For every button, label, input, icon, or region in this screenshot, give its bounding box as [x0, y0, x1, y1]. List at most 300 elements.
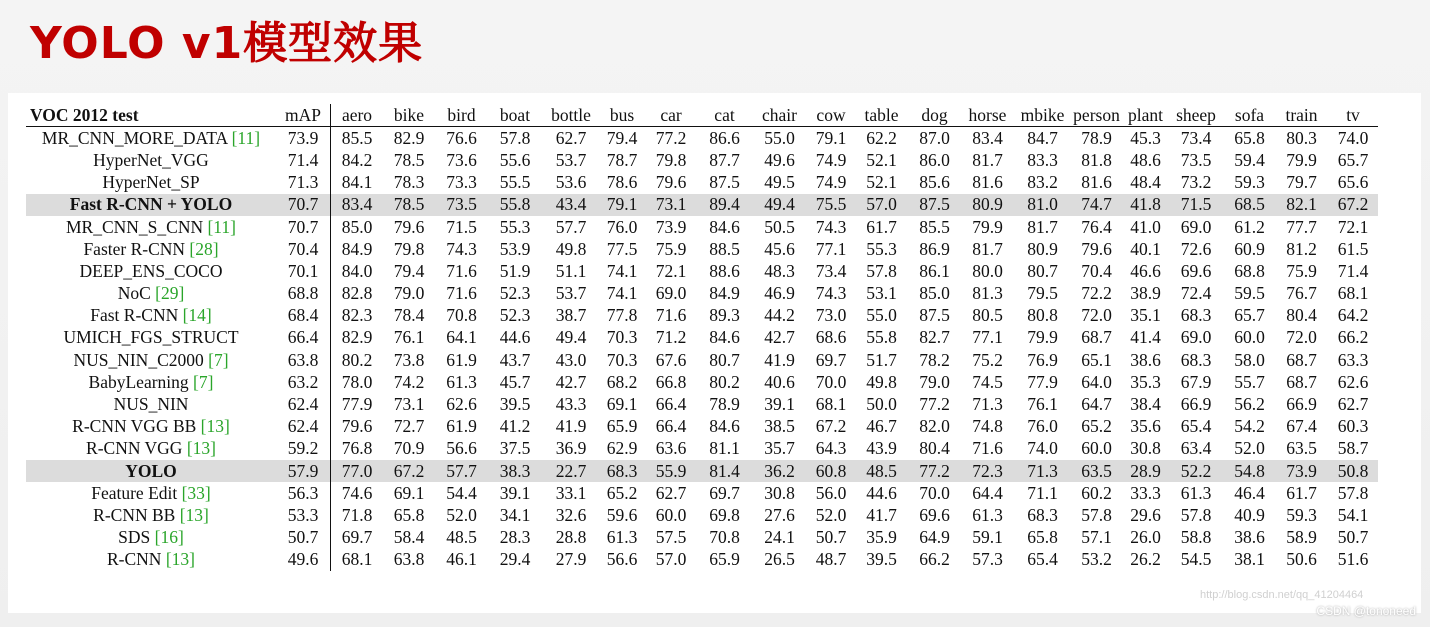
- ap-value: 61.3: [1180, 482, 1212, 503]
- column-header-boat: boat: [499, 104, 531, 125]
- ap-value: 53.6: [555, 172, 587, 193]
- ap-value: 84.1: [341, 172, 373, 193]
- ap-value: 65.4: [1180, 416, 1212, 437]
- ap-value: 52.1: [866, 149, 897, 170]
- ap-value: 40.1: [1130, 238, 1161, 259]
- table-row: [26, 327, 1378, 349]
- ap-value: 74.2: [393, 371, 425, 392]
- citation-ref: [29]: [155, 283, 185, 304]
- ap-value: 81.8: [1081, 149, 1112, 170]
- ap-value: 54.4: [446, 482, 477, 503]
- ap-value: 84.0: [341, 260, 373, 281]
- table-row: [26, 504, 1378, 526]
- ap-value: 54.8: [1234, 460, 1265, 481]
- table-row: [26, 549, 1378, 571]
- ap-value: 56.6: [446, 438, 477, 459]
- ap-value: 57.7: [555, 216, 587, 237]
- map-value: 63.8: [276, 349, 331, 371]
- column-header-horse: horse: [968, 104, 1007, 125]
- ap-value: 69.0: [1180, 216, 1212, 237]
- ap-value: 84.6: [709, 216, 740, 237]
- ap-value: 67.4: [1286, 416, 1317, 437]
- ap-value: 53.7: [555, 149, 587, 170]
- map-value: 71.3: [276, 172, 331, 194]
- ap-value: 78.5: [393, 194, 425, 215]
- ap-value: 59.6: [606, 504, 638, 525]
- column-header-tv: tv: [1346, 104, 1360, 125]
- ap-value: 72.6: [1180, 238, 1212, 259]
- ap-value: 77.8: [606, 305, 638, 326]
- method-name: MR_CNN_S_CNN: [65, 216, 208, 237]
- ap-value: 68.3: [606, 460, 638, 481]
- ap-value: 74.6: [341, 482, 373, 503]
- ap-value: 44.2: [764, 305, 795, 326]
- ap-value: 68.8: [1234, 260, 1265, 281]
- ap-value: 30.8: [764, 482, 795, 503]
- ap-value: 79.1: [815, 127, 847, 148]
- ap-value: 76.1: [1027, 394, 1058, 415]
- ap-value: 74.7: [1081, 194, 1112, 215]
- ap-value: 68.7: [1081, 327, 1112, 348]
- ap-value: 64.4: [972, 482, 1003, 503]
- ap-value: 73.0: [815, 305, 847, 326]
- ap-value: 80.4: [919, 438, 950, 459]
- ap-value: 67.2: [1337, 194, 1369, 215]
- ap-value: 38.4: [1130, 394, 1161, 415]
- map-value: 66.4: [276, 327, 331, 349]
- map-value: 73.9: [276, 127, 331, 150]
- ap-value: 81.1: [709, 438, 740, 459]
- ap-value: 43.9: [866, 438, 897, 459]
- ap-value: 56.2: [1234, 394, 1265, 415]
- ap-value: 32.6: [555, 504, 587, 525]
- ap-value: 38.7: [555, 305, 587, 326]
- ap-value: 74.3: [815, 283, 847, 304]
- ap-value: 83.4: [972, 127, 1003, 148]
- ap-value: 38.3: [499, 460, 531, 481]
- ap-value: 68.7: [1286, 349, 1317, 370]
- ap-value: 80.2: [709, 371, 740, 392]
- ap-value: 46.4: [1234, 482, 1265, 503]
- ap-value: 56.6: [606, 549, 638, 570]
- ap-value: 87.5: [919, 194, 950, 215]
- ap-value: 84.9: [341, 238, 373, 259]
- ap-value: 57.0: [866, 194, 897, 215]
- method-name: Faster R-CNN: [83, 238, 190, 259]
- ap-value: 33.1: [555, 482, 587, 503]
- ap-value: 87.7: [709, 149, 740, 170]
- ap-value: 74.0: [1337, 127, 1369, 148]
- ap-value: 72.3: [972, 460, 1003, 481]
- ap-value: 60.0: [1234, 327, 1265, 348]
- ap-value: 39.1: [499, 482, 531, 503]
- ap-value: 77.9: [1027, 371, 1058, 392]
- ap-value: 63.5: [1081, 460, 1112, 481]
- ap-value: 55.7: [1234, 371, 1265, 392]
- ap-value: 26.5: [764, 549, 795, 570]
- ap-value: 36.9: [555, 438, 587, 459]
- ap-value: 24.1: [764, 527, 795, 548]
- ap-value: 54.1: [1337, 504, 1369, 525]
- map-value: 70.4: [276, 238, 331, 260]
- ap-value: 59.1: [972, 527, 1003, 548]
- ap-value: 54.2: [1234, 416, 1265, 437]
- ap-value: 58.8: [1180, 527, 1212, 548]
- ap-value: 60.3: [1337, 416, 1369, 437]
- ap-value: 70.0: [919, 482, 950, 503]
- ap-value: 71.5: [1180, 194, 1212, 215]
- method-name: HyperNet_SP: [102, 172, 200, 193]
- ap-value: 37.5: [499, 438, 531, 459]
- ap-value: 82.8: [341, 283, 373, 304]
- map-value: 62.4: [276, 416, 331, 438]
- method-cell: [26, 371, 276, 393]
- method-name: R-CNN BB: [93, 504, 180, 525]
- ap-value: 89.3: [709, 305, 740, 326]
- column-header-cow: cow: [816, 104, 846, 125]
- method-name: NoC: [117, 283, 156, 304]
- ap-value: 79.8: [393, 238, 425, 259]
- ap-value: 58.0: [1234, 349, 1265, 370]
- ap-value: 38.1: [1234, 549, 1265, 570]
- ap-value: 48.7: [815, 549, 847, 570]
- ap-value: 68.2: [606, 371, 638, 392]
- ap-value: 65.9: [709, 549, 740, 570]
- ap-value: 53.2: [1081, 549, 1112, 570]
- ap-value: 68.1: [815, 394, 847, 415]
- ap-value: 69.1: [606, 394, 638, 415]
- ap-value: 59.3: [1286, 504, 1317, 525]
- ap-value: 79.0: [393, 283, 425, 304]
- column-header-plant: plant: [1128, 104, 1163, 125]
- ap-value: 39.5: [866, 549, 897, 570]
- column-header-aero: aero: [341, 104, 373, 125]
- method-name: DEEP_ENS_COCO: [79, 260, 223, 281]
- ap-value: 67.9: [1180, 371, 1212, 392]
- ap-value: 51.7: [866, 349, 897, 370]
- ap-value: 70.3: [606, 349, 638, 370]
- ap-value: 38.5: [764, 416, 795, 437]
- map-value: 70.7: [276, 194, 331, 216]
- ap-value: 68.3: [1027, 504, 1058, 525]
- method-cell: [26, 504, 276, 526]
- ap-value: 74.3: [815, 216, 847, 237]
- ap-value: 79.1: [606, 194, 638, 215]
- ap-value: 62.6: [446, 394, 477, 415]
- ap-value: 69.6: [919, 504, 950, 525]
- ap-value: 68.1: [341, 549, 373, 570]
- ap-value: 74.8: [972, 416, 1003, 437]
- ap-value: 50.0: [866, 394, 897, 415]
- method-name: NUS_NIN: [113, 394, 189, 415]
- ap-value: 82.0: [919, 416, 950, 437]
- map-value: 49.6: [276, 549, 331, 571]
- ap-value: 22.7: [555, 460, 587, 481]
- ap-value: 65.7: [1337, 149, 1369, 170]
- ap-value: 77.2: [919, 460, 950, 481]
- ap-value: 73.6: [446, 149, 477, 170]
- ap-value: 72.0: [1286, 327, 1317, 348]
- ap-value: 65.8: [1234, 127, 1265, 148]
- method-cell: [26, 127, 276, 150]
- ap-value: 26.0: [1130, 527, 1161, 548]
- table-row: [26, 216, 1378, 238]
- ap-value: 46.9: [764, 283, 795, 304]
- ap-value: 60.0: [655, 504, 687, 525]
- ap-value: 34.1: [499, 504, 531, 525]
- ap-value: 74.3: [446, 238, 477, 259]
- ap-value: 73.1: [393, 394, 425, 415]
- ap-value: 71.4: [1337, 260, 1369, 281]
- map-value: 57.9: [276, 460, 331, 482]
- ap-value: 84.7: [1027, 127, 1058, 148]
- ap-value: 78.2: [919, 349, 950, 370]
- ap-value: 45.3: [1130, 127, 1161, 148]
- method-name: HyperNet_VGG: [93, 149, 209, 170]
- method-cell: [26, 172, 276, 194]
- column-header-mbike: mbike: [1020, 104, 1065, 125]
- ap-value: 60.0: [1081, 438, 1112, 459]
- ap-value: 57.3: [972, 549, 1003, 570]
- ap-value: 73.9: [1286, 460, 1317, 481]
- method-name: SDS: [118, 527, 155, 548]
- ap-value: 70.4: [1081, 260, 1112, 281]
- method-cell: [26, 149, 276, 171]
- ap-value: 65.2: [1081, 416, 1112, 437]
- table-row: [26, 305, 1378, 327]
- ap-value: 56.0: [815, 482, 847, 503]
- map-value: 56.3: [276, 482, 331, 504]
- ap-value: 64.7: [1081, 394, 1112, 415]
- ap-value: 65.2: [606, 482, 638, 503]
- ap-value: 75.9: [1286, 260, 1317, 281]
- ap-value: 77.0: [341, 460, 373, 481]
- column-header-car: car: [660, 104, 682, 125]
- ap-value: 57.5: [655, 527, 687, 548]
- map-value: 70.7: [276, 216, 331, 238]
- ap-value: 49.6: [764, 149, 795, 170]
- column-header-sheep: sheep: [1176, 104, 1216, 125]
- ap-value: 77.2: [655, 127, 687, 148]
- column-header-sofa: sofa: [1234, 104, 1265, 125]
- ap-value: 27.9: [555, 549, 587, 570]
- ap-value: 79.6: [341, 416, 373, 437]
- ap-value: 86.6: [709, 127, 740, 148]
- map-value: 62.4: [276, 393, 331, 415]
- ap-value: 62.7: [655, 482, 687, 503]
- ap-value: 41.9: [555, 416, 587, 437]
- ap-value: 85.5: [341, 127, 373, 148]
- ap-value: 71.3: [972, 394, 1003, 415]
- ap-value: 71.6: [655, 305, 687, 326]
- ap-value: 45.7: [499, 371, 531, 392]
- table-row: [26, 283, 1378, 305]
- column-header-table: table: [864, 104, 899, 125]
- ap-value: 63.3: [1337, 349, 1369, 370]
- ap-value: 80.0: [972, 260, 1003, 281]
- ap-value: 57.1: [1081, 527, 1112, 548]
- ap-value: 63.8: [393, 549, 425, 570]
- ap-value: 62.9: [606, 438, 638, 459]
- method-name: UMICH_FGS_STRUCT: [63, 327, 239, 348]
- ap-value: 65.9: [606, 416, 638, 437]
- ap-value: 28.3: [499, 527, 531, 548]
- ap-value: 80.3: [1286, 127, 1317, 148]
- citation-ref: [16]: [154, 527, 184, 548]
- ap-value: 53.7: [555, 283, 587, 304]
- table-row: [26, 482, 1378, 504]
- ap-value: 48.6: [1130, 149, 1161, 170]
- ap-value: 40.6: [764, 371, 795, 392]
- ap-value: 69.7: [709, 482, 740, 503]
- ap-value: 41.8: [1130, 194, 1161, 215]
- method-cell: [26, 194, 276, 216]
- ap-value: 42.7: [764, 327, 795, 348]
- ap-value: 35.6: [1130, 416, 1161, 437]
- ap-value: 67.2: [393, 460, 425, 481]
- ap-value: 75.5: [815, 194, 847, 215]
- ap-value: 46.7: [866, 416, 897, 437]
- table-row: [26, 194, 1378, 216]
- ap-value: 65.7: [1234, 305, 1265, 326]
- ap-value: 55.6: [499, 149, 531, 170]
- method-name: BabyLearning: [88, 371, 194, 392]
- ap-value: 52.0: [815, 504, 847, 525]
- ap-value: 52.3: [499, 283, 531, 304]
- table-row: [26, 172, 1378, 194]
- ap-value: 62.7: [1337, 394, 1369, 415]
- ap-value: 72.4: [1180, 283, 1212, 304]
- ap-value: 55.5: [499, 172, 531, 193]
- ap-value: 51.1: [555, 260, 587, 281]
- ap-value: 64.3: [815, 438, 847, 459]
- ap-value: 62.7: [555, 127, 587, 148]
- ap-value: 58.9: [1286, 527, 1317, 548]
- ap-value: 55.3: [499, 216, 531, 237]
- method-cell: [26, 260, 276, 282]
- ap-value: 84.2: [341, 149, 373, 170]
- ap-value: 78.0: [341, 371, 373, 392]
- column-header-method: VOC 2012 test: [30, 104, 139, 125]
- ap-value: 49.8: [555, 238, 587, 259]
- ap-value: 72.1: [655, 260, 687, 281]
- ap-value: 49.8: [866, 371, 897, 392]
- map-value: 68.4: [276, 305, 331, 327]
- ap-value: 78.5: [393, 149, 425, 170]
- citation-ref: [7]: [208, 349, 229, 370]
- ap-value: 68.6: [815, 327, 847, 348]
- ap-value: 86.1: [919, 260, 950, 281]
- ap-value: 66.2: [1337, 327, 1369, 348]
- method-name: Fast R-CNN: [90, 305, 183, 326]
- ap-value: 69.7: [341, 527, 373, 548]
- table-row: [26, 149, 1378, 171]
- ap-value: 66.9: [1180, 394, 1212, 415]
- ap-value: 81.6: [972, 172, 1003, 193]
- method-cell: [26, 549, 276, 571]
- ap-value: 29.6: [1130, 504, 1161, 525]
- ap-value: 78.9: [1081, 127, 1112, 148]
- ap-value: 41.9: [764, 349, 795, 370]
- ap-value: 57.0: [655, 549, 687, 570]
- ap-value: 71.6: [446, 283, 477, 304]
- ap-value: 86.9: [919, 238, 950, 259]
- ap-value: 85.0: [919, 283, 950, 304]
- ap-value: 41.7: [866, 504, 897, 525]
- ap-value: 65.1: [1081, 349, 1112, 370]
- ap-value: 71.6: [446, 260, 477, 281]
- ap-value: 41.0: [1130, 216, 1161, 237]
- ap-value: 73.4: [1180, 127, 1212, 148]
- ap-value: 50.5: [764, 216, 795, 237]
- ap-value: 73.9: [655, 216, 687, 237]
- ap-value: 65.4: [1027, 549, 1058, 570]
- ap-value: 62.6: [1337, 371, 1369, 392]
- ap-value: 60.9: [1234, 238, 1265, 259]
- ap-value: 57.8: [1180, 504, 1212, 525]
- ap-value: 83.4: [341, 194, 373, 215]
- ap-value: 82.1: [1286, 194, 1317, 215]
- ap-value: 49.4: [555, 327, 587, 348]
- ap-value: 36.2: [764, 460, 795, 481]
- ap-value: 74.9: [815, 149, 847, 170]
- ap-value: 73.2: [1180, 172, 1212, 193]
- ap-value: 74.1: [606, 283, 638, 304]
- results-table-card: [8, 93, 1421, 613]
- ap-value: 72.7: [393, 416, 425, 437]
- ap-value: 49.5: [764, 172, 795, 193]
- column-header-bus: bus: [609, 104, 635, 125]
- ap-value: 80.4: [1286, 305, 1317, 326]
- ap-value: 66.4: [655, 394, 687, 415]
- ap-value: 64.0: [1081, 371, 1112, 392]
- ap-value: 60.8: [815, 460, 847, 481]
- ap-value: 75.9: [655, 238, 687, 259]
- ap-value: 73.3: [446, 172, 477, 193]
- ap-value: 83.2: [1027, 172, 1058, 193]
- ap-value: 76.4: [1081, 216, 1112, 237]
- ap-value: 61.9: [446, 416, 477, 437]
- ap-value: 80.8: [1027, 305, 1058, 326]
- ap-value: 72.2: [1081, 283, 1112, 304]
- ap-value: 67.6: [655, 349, 687, 370]
- ap-value: 61.7: [1286, 482, 1317, 503]
- ap-value: 72.0: [1081, 305, 1112, 326]
- citation-ref: [11]: [231, 127, 261, 148]
- ap-value: 70.8: [709, 527, 740, 548]
- ap-value: 80.9: [972, 194, 1003, 215]
- ap-value: 45.6: [764, 238, 795, 259]
- ap-value: 59.4: [1234, 149, 1265, 170]
- ap-value: 81.3: [972, 283, 1003, 304]
- ap-value: 71.5: [446, 216, 477, 237]
- ap-value: 68.7: [1286, 371, 1317, 392]
- ap-value: 63.5: [1286, 438, 1317, 459]
- map-value: 63.2: [276, 371, 331, 393]
- ap-value: 77.2: [919, 394, 950, 415]
- ap-value: 58.7: [1337, 438, 1369, 459]
- ap-value: 87.5: [919, 305, 950, 326]
- ap-value: 76.1: [393, 327, 425, 348]
- ap-value: 74.0: [1027, 438, 1058, 459]
- ap-value: 38.6: [1130, 349, 1161, 370]
- ap-value: 85.6: [919, 172, 950, 193]
- ap-value: 82.9: [341, 327, 373, 348]
- ap-value: 77.1: [972, 327, 1003, 348]
- ap-value: 73.4: [815, 260, 847, 281]
- ap-value: 43.4: [555, 194, 587, 215]
- ap-value: 44.6: [499, 327, 531, 348]
